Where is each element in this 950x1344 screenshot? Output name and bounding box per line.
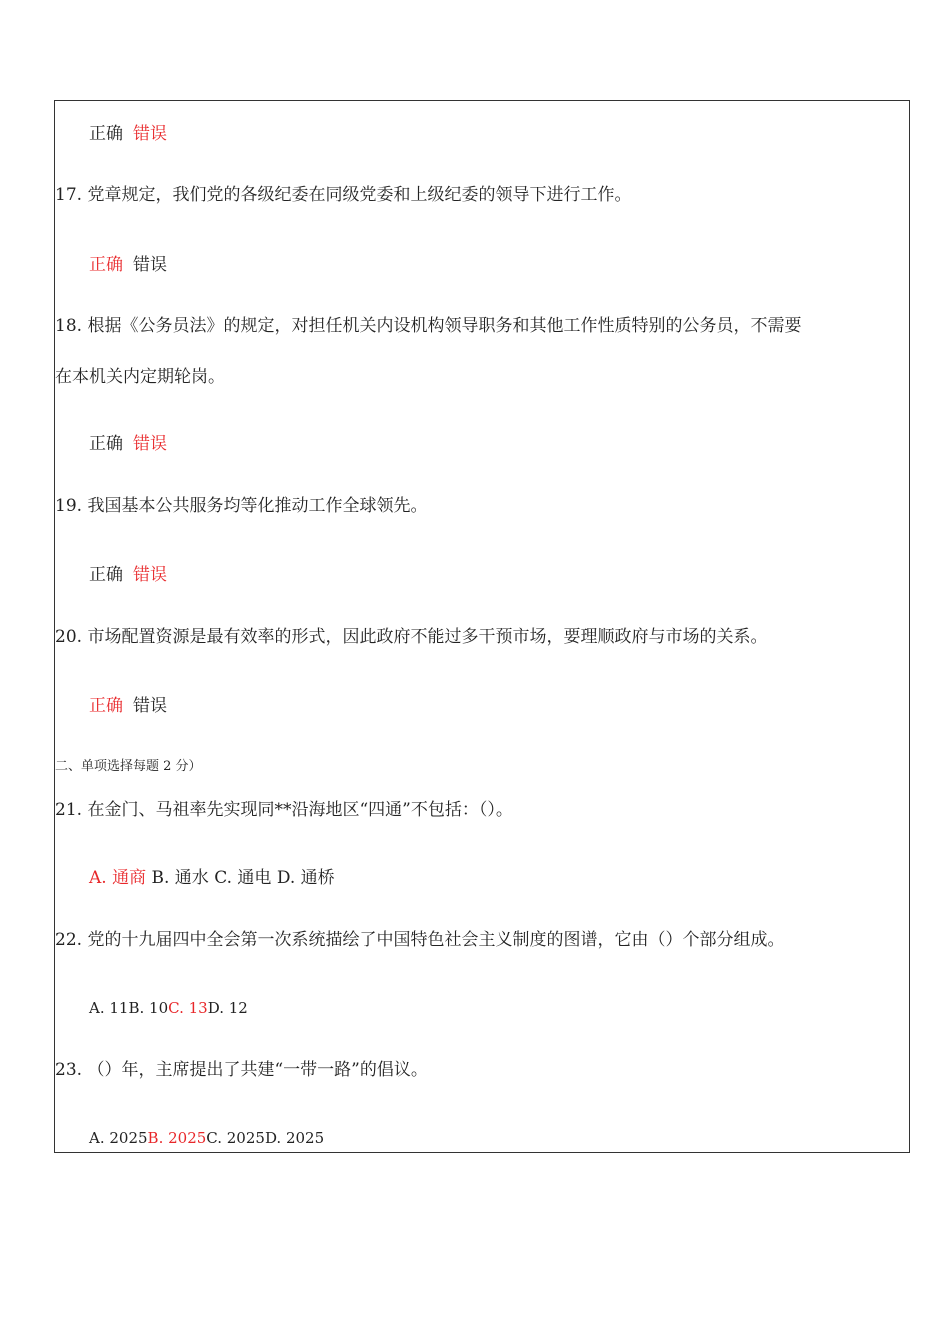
q19-answer-row	[89, 564, 167, 586]
q18-question-text-line2: 在本机关内定期轮岗。	[55, 367, 225, 387]
q23-option-b: B. 2025	[147, 1129, 207, 1147]
q21-option-a: A. 通商	[89, 868, 147, 888]
q17-question-text: 17. 党章规定，我们党的各级纪委在同级党委和上级纪委的领导下进行工作。	[55, 185, 632, 205]
q21-option-c: C. 通电	[214, 868, 272, 888]
q17-answer-row	[89, 254, 167, 276]
q20-option-correct: 正确	[89, 696, 123, 716]
q20-option-wrong: 错误	[133, 696, 167, 716]
q23-options-row	[89, 1127, 324, 1149]
q22-option-c: C. 13	[168, 999, 208, 1017]
q23-option-d: D. 2025	[264, 1129, 325, 1147]
q23-option-a: A. 2025	[89, 1129, 148, 1147]
q22-option-d: D. 12	[207, 999, 248, 1017]
section-heading-single-choice: 二、单项选择每题 2 分）	[55, 759, 202, 774]
q19-option-wrong: 错误	[133, 565, 167, 585]
q16-option-correct: 正确	[89, 124, 123, 144]
q22-option-b: B. 10	[128, 999, 169, 1017]
q16-option-wrong: 错误	[133, 124, 167, 144]
q18-question-text-line1: 18. 根据《公务员法》的规定，对担任机关内设机构领导职务和其他工作性质特别的公务员，不需要	[55, 316, 802, 336]
q20-question-text: 20. 市场配置资源是最有效率的形式，因此政府不能过多干预市场，要理顺政府与市场的关系。	[55, 627, 768, 647]
q19-option-correct: 正确	[89, 565, 123, 585]
q22-option-a: A. 11	[89, 999, 129, 1017]
q23-option-c: C. 2025	[206, 1129, 265, 1147]
q21-option-b: B. 通水	[151, 868, 209, 888]
q17-option-correct: 正确	[89, 255, 123, 275]
q22-question-text: 22. 党的十九届四中全会第一次系统描绘了中国特色社会主义制度的图谱，它由（）个部分组成。	[55, 930, 785, 950]
q21-question-text: 21. 在金门、马祖率先实现同**沿海地区“四通”不包括：（）。	[55, 800, 513, 820]
q21-option-d: D. 通桥	[276, 868, 335, 888]
q18-answer-row	[89, 433, 167, 455]
q22-options-row	[89, 997, 248, 1019]
q16-answer-row	[89, 123, 167, 145]
q23-question-text: 23. （）年，主席提出了共建“一带一路”的倡议。	[55, 1060, 428, 1080]
q18-option-correct: 正确	[89, 434, 123, 454]
q18-option-wrong: 错误	[133, 434, 167, 454]
q17-option-wrong: 错误	[133, 255, 167, 275]
q20-answer-row	[89, 695, 167, 717]
q21-options-row	[89, 867, 335, 889]
q19-question-text: 19. 我国基本公共服务均等化推动工作全球领先。	[55, 496, 428, 516]
